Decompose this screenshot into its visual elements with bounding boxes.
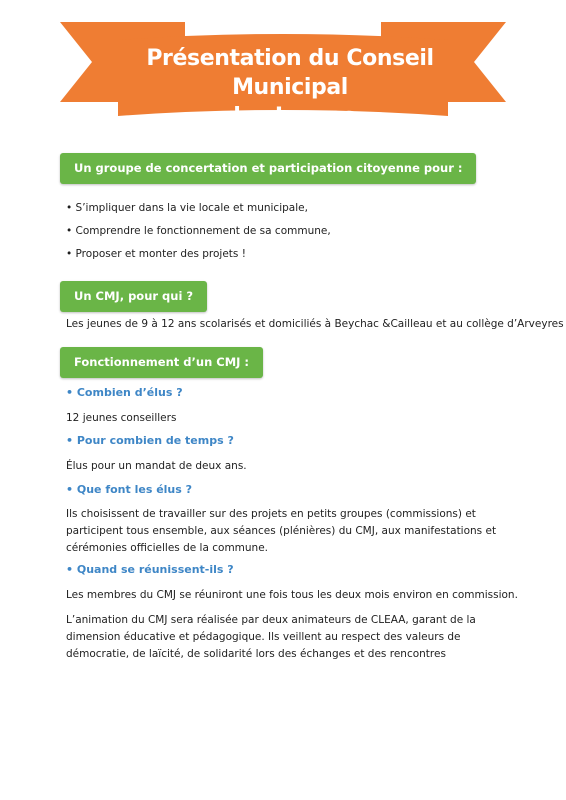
- closing-paragraph: L’animation du CMJ sera réalisée par deux animateurs de CLEAA, garant de la dimension éducative et pédagogique. Ils veillent au respect des valeurs de démocratie, de laïcité, de solidarité lors des échanges et des rencontres: [66, 614, 476, 660]
- answer-how-long: Élus pour un mandat de deux ans.: [66, 460, 247, 472]
- question-how-many: • Combien d’élus ?: [66, 386, 183, 399]
- section-heading-purpose: Un groupe de concertation et participation citoyenne pour :: [60, 153, 476, 184]
- audience-text: Les jeunes de 9 à 12 ans scolarisés et domiciliés à Beychac &Cailleau et au collège d’Arveyres: [66, 318, 564, 330]
- list-item: • Comprendre le fonctionnement de sa commune,: [66, 225, 331, 237]
- page-title: [100, 44, 480, 131]
- page-title-line-1: Présentation du Conseil Municipal: [146, 46, 434, 100]
- section-heading-operation: Fonctionnement d’un CMJ :: [60, 347, 263, 378]
- answer-when-meet: Les membres du CMJ se réuniront une fois tous les deux mois environ en commission.: [66, 589, 518, 601]
- answer-what-do: Ils choisissent de travailler sur des projets en petits groupes (commissions) et participent tous ensemble, aux séances (plénières) du CMJ, aux manifestations et cérémonies officielles de la commune.: [66, 508, 497, 554]
- list-item: • Proposer et monter des projets !: [66, 248, 246, 260]
- answer-how-many: 12 jeunes conseillers: [66, 412, 177, 424]
- page-title-line-2: des Jeunes: [225, 104, 355, 129]
- question-how-long: • Pour combien de temps ?: [66, 434, 234, 447]
- question-when-meet: • Quand se réunissent-ils ?: [66, 563, 234, 576]
- list-item: • S’impliquer dans la vie locale et municipale,: [66, 202, 308, 214]
- question-what-do: • Que font les élus ?: [66, 483, 193, 496]
- section-heading-audience: Un CMJ, pour qui ?: [60, 281, 207, 312]
- purpose-list: [66, 200, 331, 269]
- title-ribbon: [0, 0, 566, 140]
